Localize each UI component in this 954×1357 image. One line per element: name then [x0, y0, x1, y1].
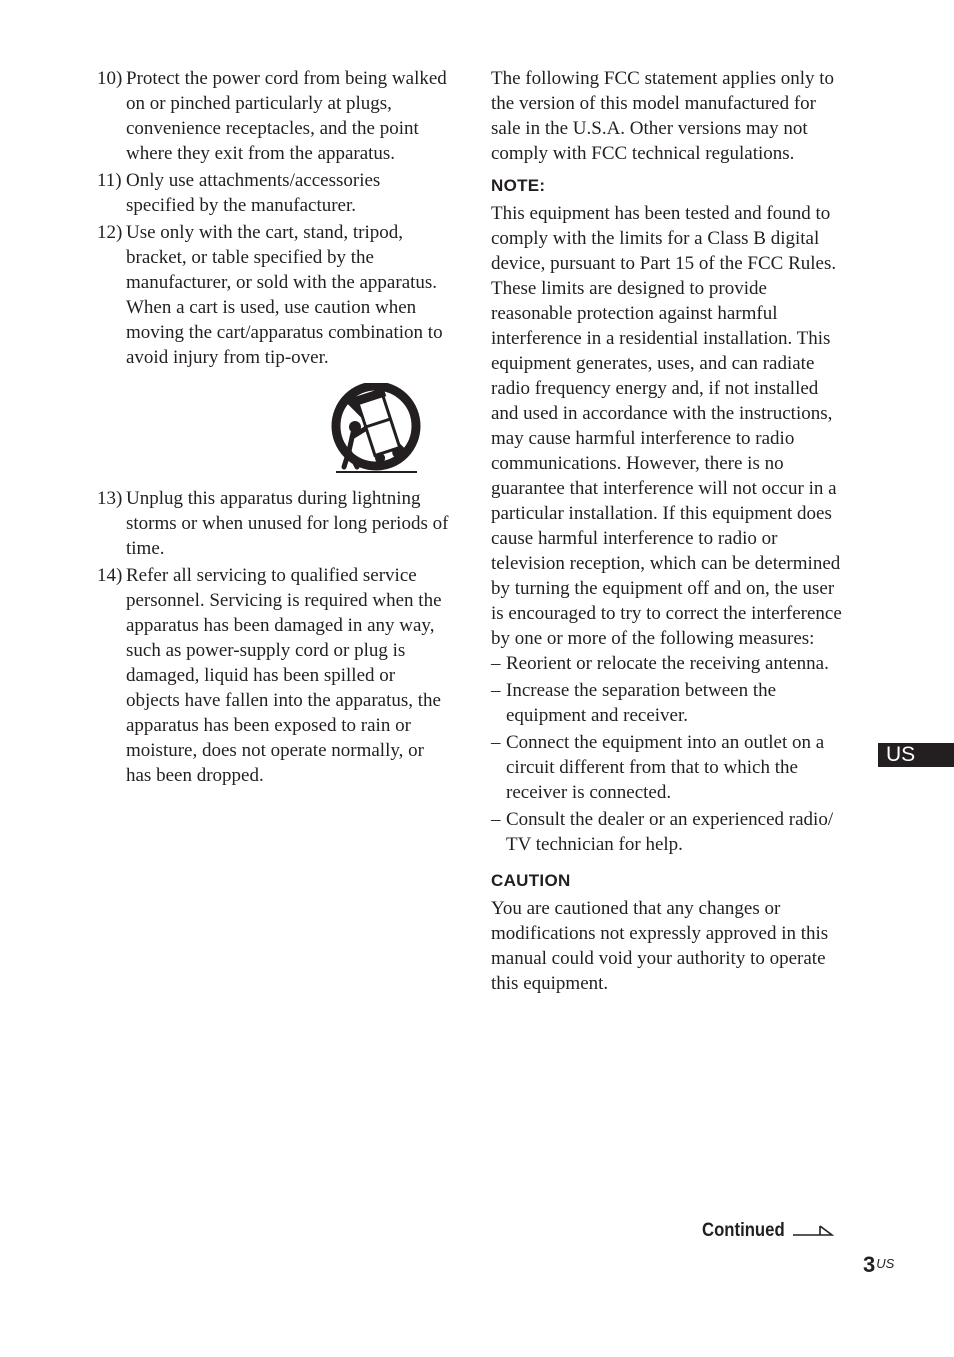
dash-bullet: – [491, 809, 501, 830]
dash-bullet: – [491, 732, 501, 753]
caution-paragraph: You are cautioned that any changes or modifications not expressly approved in this manual could void your authority to operate this equipment. [491, 898, 829, 994]
item-number: 14) [97, 565, 123, 586]
instruction-item-14 [97, 563, 452, 788]
instruction-item-11 [97, 168, 452, 218]
measure-text: Reorient or relocate the receiving antenna. [506, 653, 829, 674]
item-number: 10) [97, 68, 123, 89]
item-text: Unplug this apparatus during lightning storms or when unused for long periods of time. [126, 488, 449, 559]
item-number: 13) [97, 488, 123, 509]
instruction-item-10 [97, 66, 452, 166]
measure-item [491, 807, 843, 857]
fcc-intro-paragraph: The following FCC statement applies only to the version of this model manufactured for sale in the U.S.A. Other versions may not comply with FCC technical regulations. [491, 68, 835, 164]
language-tab: US [878, 743, 954, 767]
page-number-suffix: US [876, 1256, 895, 1271]
item-text: Use only with the cart, stand, tripod, bracket, or table specified by the manufacturer, or sold with the apparatus. When a cart is used, use caution when moving the cart/apparatus combination to avoid injury from tip-over. [126, 222, 443, 368]
continued-arrow-icon [792, 1224, 834, 1238]
item-number: 11) [97, 170, 122, 191]
measure-text: Connect the equipment into an outlet on a circuit different from that to which the receiver is connected. [506, 732, 825, 803]
measures-list [491, 651, 843, 857]
dash-bullet: – [491, 653, 501, 674]
instruction-item-13 [97, 486, 452, 561]
instruction-item-12 [97, 220, 452, 370]
item-number: 12) [97, 222, 123, 243]
measure-text: Increase the separation between the equipment and receiver. [506, 680, 777, 726]
left-column [97, 66, 452, 790]
item-text: Only use attachments/accessories specified by the manufacturer. [126, 170, 381, 216]
right-column [491, 66, 843, 996]
note-heading: NOTE: [491, 176, 546, 195]
measure-item [491, 730, 843, 805]
page-number-value: 3 [863, 1252, 876, 1277]
cart-tip-over-warning-icon [331, 383, 421, 477]
page-number [863, 1252, 894, 1278]
note-paragraph: This equipment has been tested and found to comply with the limits for a Class B digital device, pursuant to Part 15 of the FCC Rules. These limits are designed to provide reasonable protection against harmful interference in a residential installation. This equipment generates, uses, and can radiate radio frequency energy and, if not installed and used in accordance with the instructions, may cause harmful interference to radio communications. However, there is no guarantee that interference will not occur in a particular installation. If this equipment does cause harmful interference to radio or television reception, which can be determined by turning the equipment off and on, the user is encouraged to try to correct the interference by one or more of the following measures: [491, 203, 842, 649]
caution-heading: CAUTION [491, 871, 571, 890]
dash-bullet: – [491, 680, 501, 701]
measure-item [491, 651, 843, 676]
item-text: Protect the power cord from being walked on or pinched particularly at plugs, convenience receptacles, and the point where they exit from the apparatus. [126, 68, 447, 164]
measure-item [491, 678, 843, 728]
continued-indicator [702, 1219, 834, 1243]
item-text: Refer all servicing to qualified service personnel. Servicing is required when the apparatus has been damaged in any way, such as power-supply cord or plug is damaged, liquid has been spilled or objects have fallen into the apparatus, the apparatus has been exposed to rain or moisture, does not operate normally, or has been dropped. [126, 565, 442, 786]
measure-text: Consult the dealer or an experienced radio/ TV technician for help. [506, 809, 834, 855]
continued-label: Continued [702, 1220, 785, 1241]
